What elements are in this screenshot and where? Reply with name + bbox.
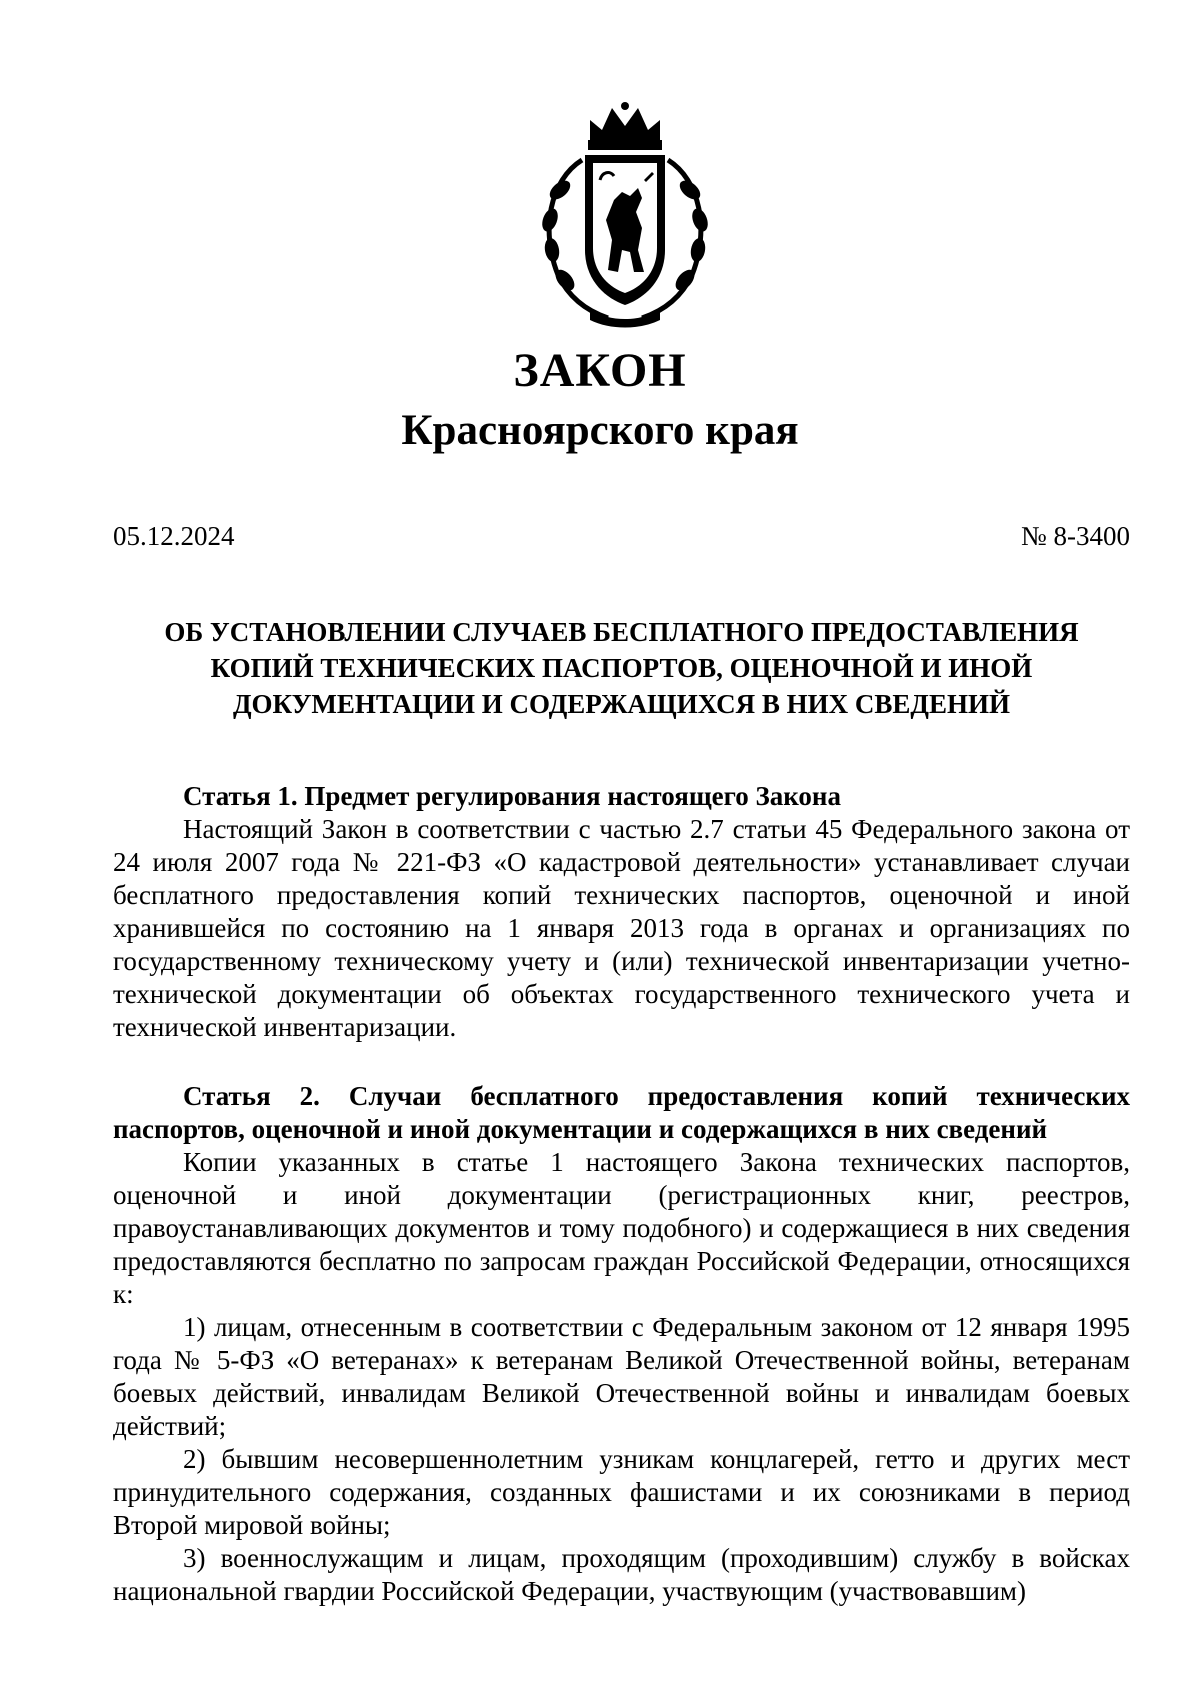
document-number: № 8-3400 [1020,521,1130,551]
document-date: 05.12.2024 [113,521,235,551]
article-2-item-2: 2) бывшим несовершеннолетним узникам концлагерей, гетто и других мест принудительного содержания, созданных фашистами и их союзниками в период Второй мировой войны; [113,1444,1130,1540]
paragraph-gap [113,1044,1130,1080]
article-2-item-3: 3) военнослужащим и лицам, проходящим (проходившим) службу в войсках национальной гвардии Российской Федерации, участвующим (участвовавшим) [113,1543,1130,1606]
document-body [113,780,1130,1608]
document-title: ОБ УСТАНОВЛЕНИИ СЛУЧАЕВ БЕСПЛАТНОГО ПРЕДОСТАВЛЕНИЯ КОПИЙ ТЕХНИЧЕСКИХ ПАСПОРТОВ, ОЦЕНОЧНОЙ И ИНОЙ ДОКУМЕНТАЦИИ И СОДЕРЖАЩИХСЯ В НИХ СВЕДЕНИЙ [164,617,1079,719]
article-2-intro: Копии указанных в статье 1 настоящего Закона технических паспортов, оценочной и иной документации (регистрационных книг, реестров, правоустанавливающих документов и тому подобного) и содержащиеся в них сведения предоставляются бесплатно по запросам граждан Российской Федерации, относящихся к: [113,1147,1130,1309]
article-2-item-1: 1) лицам, отнесенным в соответствии с Федеральным законом от 12 января 1995 года № 5-ФЗ «О ветеранах» к ветеранам Великой Отечественной войны, ветеранам боевых действий, инвалидам Великой Отечественной войны и инвалидам боевых действий; [113,1312,1130,1441]
page-subtitle: Красноярского края [401,407,799,454]
page-title: ЗАКОН [513,344,687,397]
krasnoyarsk-coat-of-arms-icon [530,100,720,330]
article-1-text: Настоящий Закон в соответствии с частью 2.7 статьи 45 Федерального закона от 24 июля 2007 года № 221-ФЗ «О кадастровой деятельности» устанавливает случаи бесплатного предоставления копий технических паспортов, оценочной и иной хранившейся по состоянию на 1 января 2013 года в органах и организациях по государственному техническому учету и (или) технической инвентаризации учетно-технической документации об объектах государственного технического учета и технической инвентаризации. [113,814,1130,1042]
article-2-heading: Статья 2. Случаи бесплатного предоставления копий технических паспортов, оценочной и иной документации и содержащихся в них сведений [113,1081,1130,1144]
article-1-heading: Статья 1. Предмет регулирования настоящего Закона [183,781,841,811]
